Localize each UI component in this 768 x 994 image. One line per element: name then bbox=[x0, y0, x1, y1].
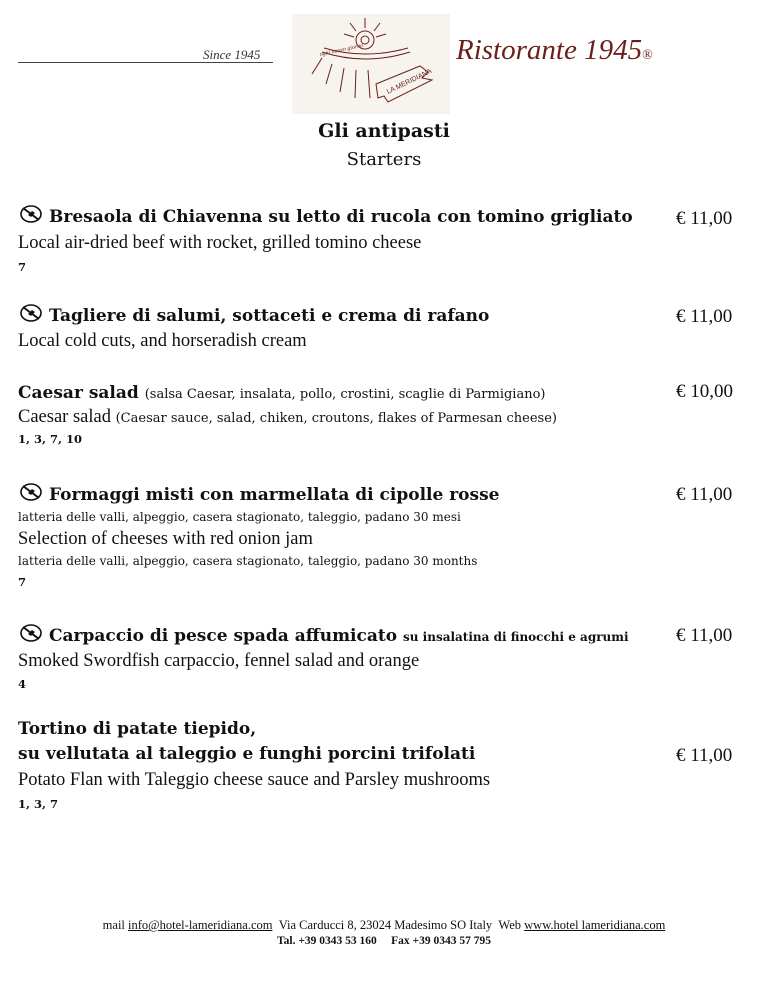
fax: Fax +39 0343 57 795 bbox=[391, 935, 491, 947]
footer-contact: mail info@hotel-lameridiana.com Via Carducci 8, 23024 Madesimo SO Italy Web www.hotel lameridiana.com bbox=[102, 918, 666, 932]
menu-item-title-it: Caesar salad (salsa Caesar, insalata, pollo, crostini, scaglie di Parmigiano) bbox=[18, 383, 546, 403]
menu-item-title-it: Formaggi misti con marmellata di cipolle rosse bbox=[20, 483, 499, 505]
no-gluten-icon bbox=[20, 205, 42, 223]
telephone: Tal. +39 0343 53 160 bbox=[277, 935, 377, 947]
menu-item-title-en: Local air-dried beef with rocket, grilled tomino cheese bbox=[18, 233, 422, 253]
menu-item-detail-en: latteria delle valli, alpeggio, casera stagionato, taleggio, padano 30 months bbox=[18, 554, 478, 568]
menu-item-title-it: Carpaccio di pesce spada affumicato su insalatina di finocchi e agrumi bbox=[20, 624, 629, 646]
restaurant-name bbox=[456, 34, 653, 67]
website-link[interactable]: www.hotel lameridiana.com bbox=[524, 918, 666, 932]
section-title-it: Gli antipasti bbox=[318, 120, 450, 142]
menu-item-title-it: Tortino di patate tiepido, bbox=[18, 719, 257, 739]
since-text: Since 1945 bbox=[203, 47, 261, 62]
brand-text: Ristorante 1945 bbox=[456, 34, 643, 66]
allergen-codes: 1, 3, 7, 10 bbox=[18, 432, 83, 446]
menu-item-title-it: Bresaola di Chiavenna su letto di rucola con tomino grigliato bbox=[20, 205, 633, 227]
menu-item-title-en: Potato Flan with Taleggio cheese sauce and Parsley mushrooms bbox=[18, 770, 491, 790]
menu-item-title-it: Tagliere di salumi, sottaceti e crema di rafano bbox=[20, 304, 489, 326]
no-gluten-icon bbox=[20, 624, 42, 642]
menu-item-price: € 11,00 bbox=[676, 625, 733, 646]
menu-item-title-en: Smoked Swordfish carpaccio, fennel salad and orange bbox=[18, 651, 420, 671]
section-title-en: Starters bbox=[346, 149, 422, 170]
menu-item-price: € 11,00 bbox=[676, 745, 733, 766]
menu-item-detail-it: latteria delle valli, alpeggio, casera stagionato, taleggio, padano 30 mesi bbox=[18, 510, 461, 524]
menu-item-price: € 11,00 bbox=[676, 208, 733, 229]
restaurant-logo bbox=[292, 14, 450, 114]
no-gluten-icon bbox=[20, 483, 42, 501]
footer-phone bbox=[0, 935, 768, 947]
allergen-codes: 4 bbox=[18, 677, 27, 691]
allergen-codes: 1, 3, 7 bbox=[18, 797, 59, 811]
menu-item-title-en: Caesar salad (Caesar sauce, salad, chiken, croutons, flakes of Parmesan cheese) bbox=[18, 407, 557, 427]
email-link[interactable]: info@hotel-lameridiana.com bbox=[128, 918, 273, 932]
svg-text:LA MERIDIANA: LA MERIDIANA bbox=[385, 68, 433, 96]
menu-item-price: € 10,00 bbox=[676, 381, 733, 402]
menu-item-title-en: Local cold cuts, and horseradish cream bbox=[18, 331, 307, 351]
svg-text:ogni nuovo giorno: ogni nuovo giorno bbox=[319, 42, 364, 58]
allergen-codes: 7 bbox=[18, 260, 27, 274]
registered-mark: ® bbox=[642, 48, 653, 63]
menu-item-title-en: Selection of cheeses with red onion jam bbox=[18, 529, 313, 549]
menu-item-title-it-line2: su vellutata al taleggio e funghi porcini trifolati bbox=[18, 744, 476, 764]
menu-item-price: € 11,00 bbox=[676, 306, 733, 327]
address: Via Carducci 8, 23024 Madesimo SO Italy bbox=[278, 918, 493, 932]
allergen-codes: 7 bbox=[18, 575, 27, 589]
no-gluten-icon bbox=[20, 304, 42, 322]
menu-item-price: € 11,00 bbox=[676, 484, 733, 505]
